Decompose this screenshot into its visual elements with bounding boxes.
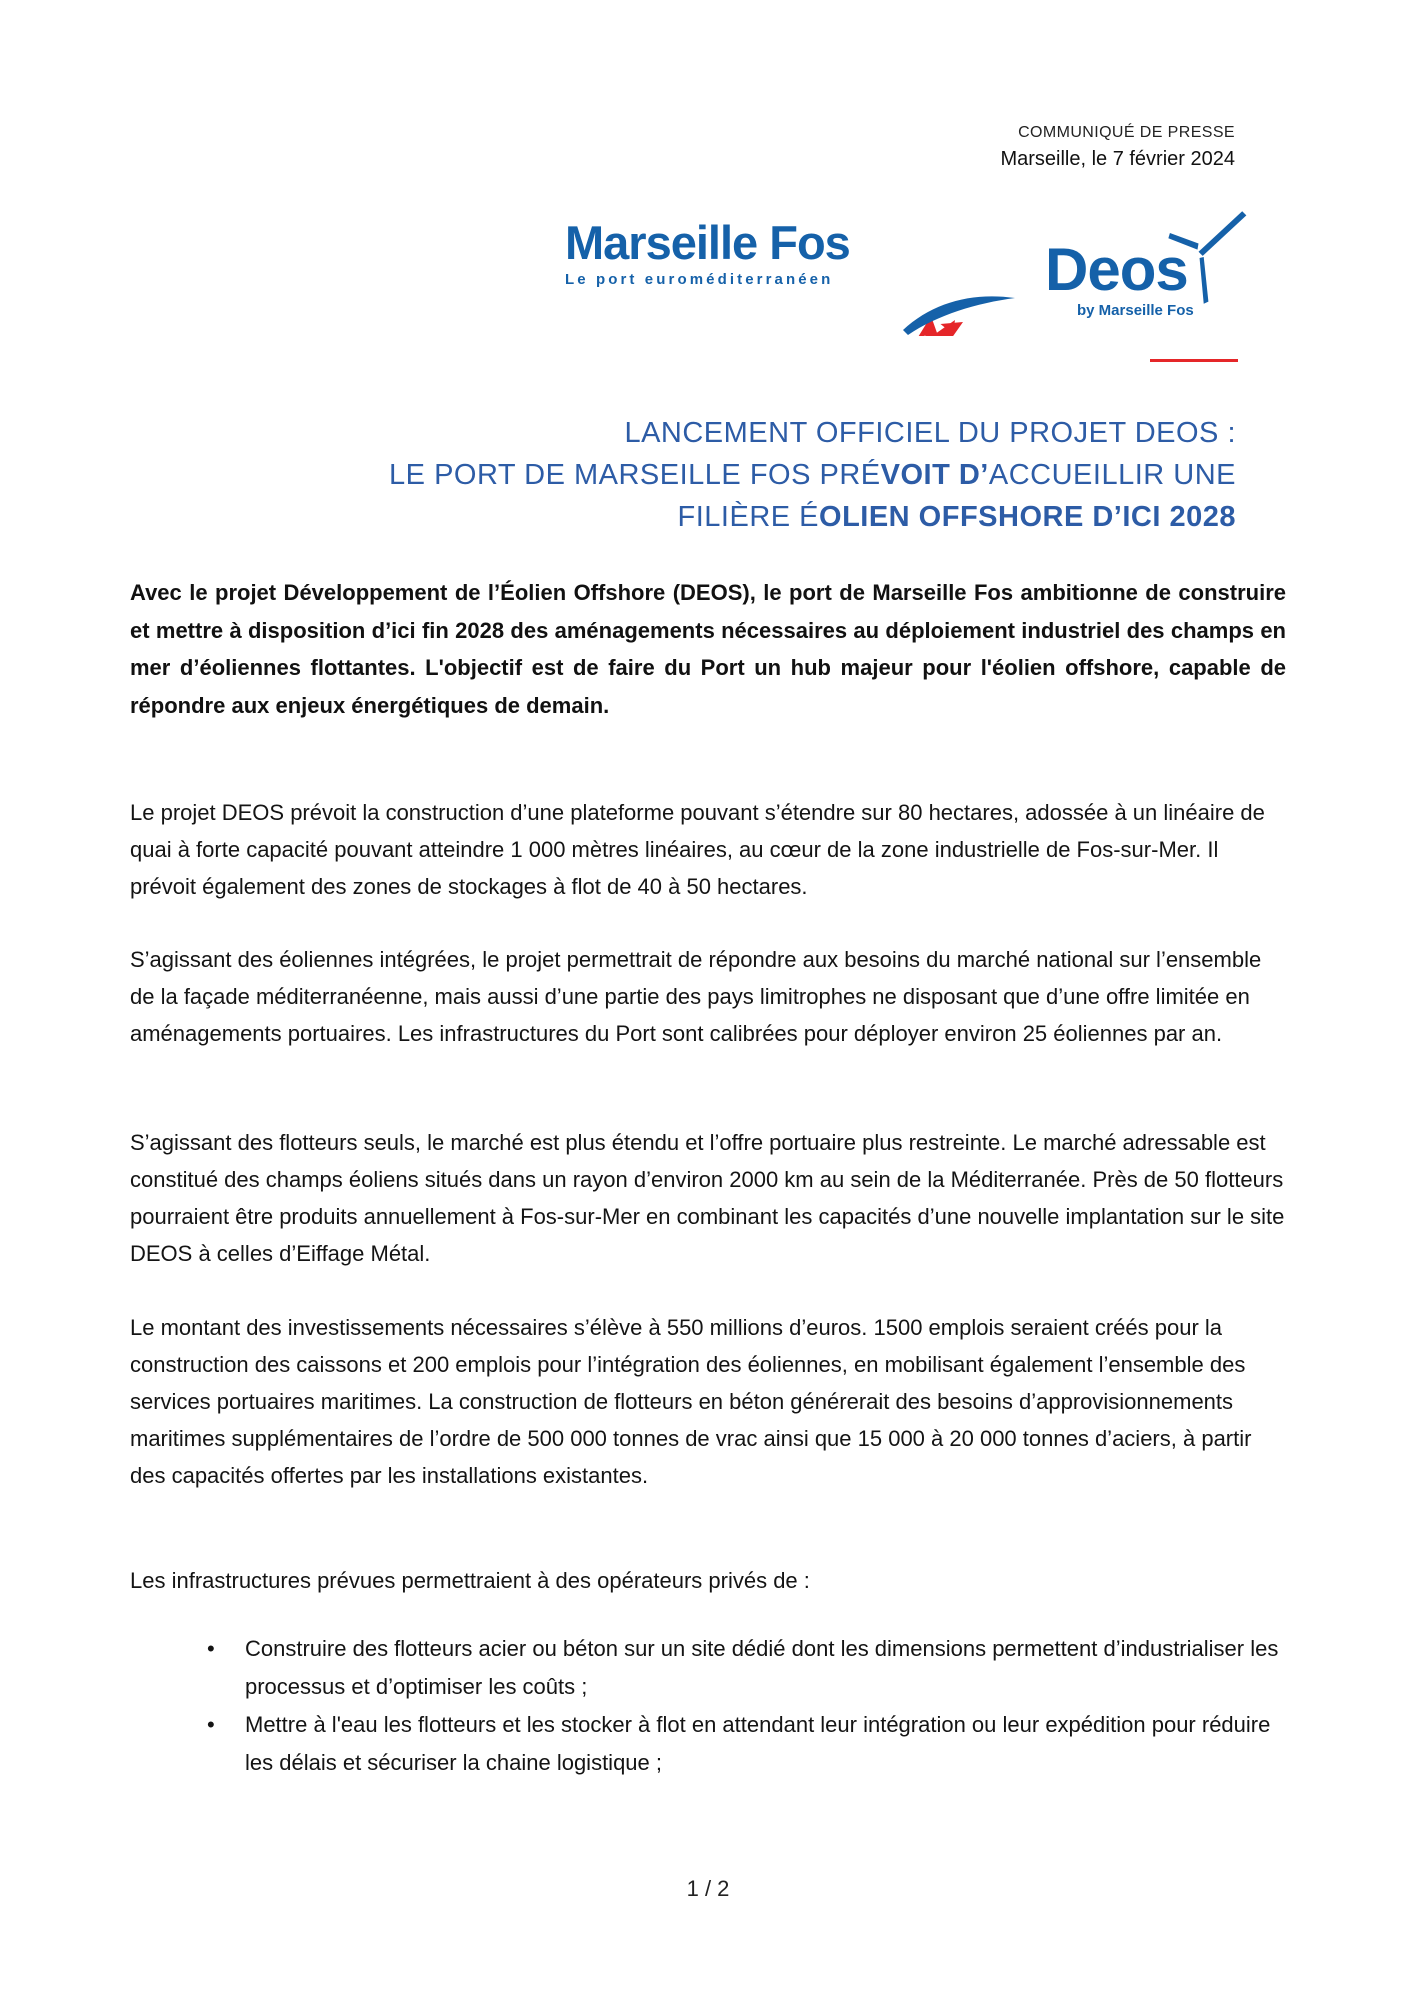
list-item-text: Construire des flotteurs acier ou béton sur un site dédié dont les dimensions permettent d’industrialiser les processus et d’optimiser les coûts ; (245, 1636, 1279, 1699)
marseille-fos-tagline: Le port euroméditerranéen (565, 271, 834, 289)
lead-paragraph: Avec le projet Développement de l’Éolien Offshore (DEOS), le port de Marseille Fos ambitionne de construire et mettre à disposition d’ici fin 2028 des aménagements nécessaires au déploiement industriel des champs en mer d’éoliennes flottantes. L'objectif est de faire du Port un hub majeur pour l'éolien offshore, capable de répondre aux enjeux énergétiques de demain. (130, 580, 1286, 718)
headline-line-3: FILIÈRE ÉOLIEN OFFSHORE D’ICI 2028 (677, 501, 1236, 533)
deos-red-rule (1150, 359, 1238, 362)
list-item-text: Mettre à l'eau les flotteurs et les stocker à flot en attendant leur intégration ou leur expédition pour réduire les délais et sécuriser la chaine logistique ; (245, 1712, 1271, 1775)
headline-line-2: LE PORT DE MARSEILLE FOS PRÉVOIT D’ACCUEILLIR UNE (389, 459, 1236, 491)
body-paragraph-1: Le projet DEOS prévoit la construction d’une plateforme pouvant s’étendre sur 80 hectares, adossée à un linéaire de quai à forte capacité pouvant atteindre 1 000 mètres linéaires, au cœur de la zone industrielle de Fos-sur-Mer. Il prévoit également des zones de stockages à flot de 40 à 50 hectares. (130, 800, 1265, 899)
list-item (130, 1630, 1286, 1706)
deos-logo (1045, 212, 1255, 372)
marseille-fos-logo (565, 218, 1015, 336)
deos-wordmark: Deos (1045, 236, 1188, 303)
list-item (130, 1706, 1286, 1782)
press-header (1000, 124, 1235, 171)
bullet-icon: • (207, 1712, 215, 1737)
body-paragraph-3: S’agissant des flotteurs seuls, le marché est plus étendu et l’offre portuaire plus restreinte. Le marché adressable est constitué des champs éoliens situés dans un rayon d’environ 2000 km au sein de la Méditerranée. Près de 50 flotteurs pourraient être produits annuellement à Fos-sur-Mer en combinant les capacités d’une nouvelle implantation sur le site DEOS à celles d’Eiffage Métal. (130, 1130, 1285, 1266)
red-arrows-swoosh-icon (901, 208, 1019, 336)
bullet-list (130, 1630, 1286, 1782)
headline-line-1: LANCEMENT OFFICIEL DU PROJET DEOS : (624, 417, 1236, 449)
body-paragraph-2: S’agissant des éoliennes intégrées, le projet permettrait de répondre aux besoins du marché national sur l’ensemble de la façade méditerranéenne, mais aussi d’une partie des pays limitrophes ne disposant que d’une offre limitée en aménagements portuaires. Les infrastructures du Port sont calibrées pour déployer environ 25 éoliennes par an. (130, 947, 1262, 1046)
dateline: Marseille, le 7 février 2024 (1000, 148, 1235, 170)
document-type-label: COMMUNIQUÉ DE PRESSE (1018, 124, 1235, 141)
bullet-icon: • (207, 1636, 215, 1661)
page-number: 1 / 2 (686, 1876, 730, 1901)
deos-byline: by Marseille Fos (1077, 302, 1194, 319)
headline (389, 412, 1236, 538)
body-paragraph-4: Le montant des investissements nécessaires s’élève à 550 millions d’euros. 1500 emplois seraient créés pour la construction des caissons et 200 emplois pour l’intégration des éoliennes, en mobilisant également l’ensemble des services portuaires maritimes. La construction de flotteurs en béton générerait des besoins d’approvisionnements maritimes supplémentaires de l’ordre de 500 000 tonnes de vrac ainsi que 15 000 à 20 000 tonnes d’aciers, à partir des capacités offertes par les installations existantes. (130, 1315, 1252, 1488)
wind-turbine-icon (1163, 206, 1259, 310)
list-intro: Les infrastructures prévues permettraient à des opérateurs privés de : (130, 1568, 810, 1593)
marseille-fos-wordmark: Marseille Fos (565, 216, 850, 269)
